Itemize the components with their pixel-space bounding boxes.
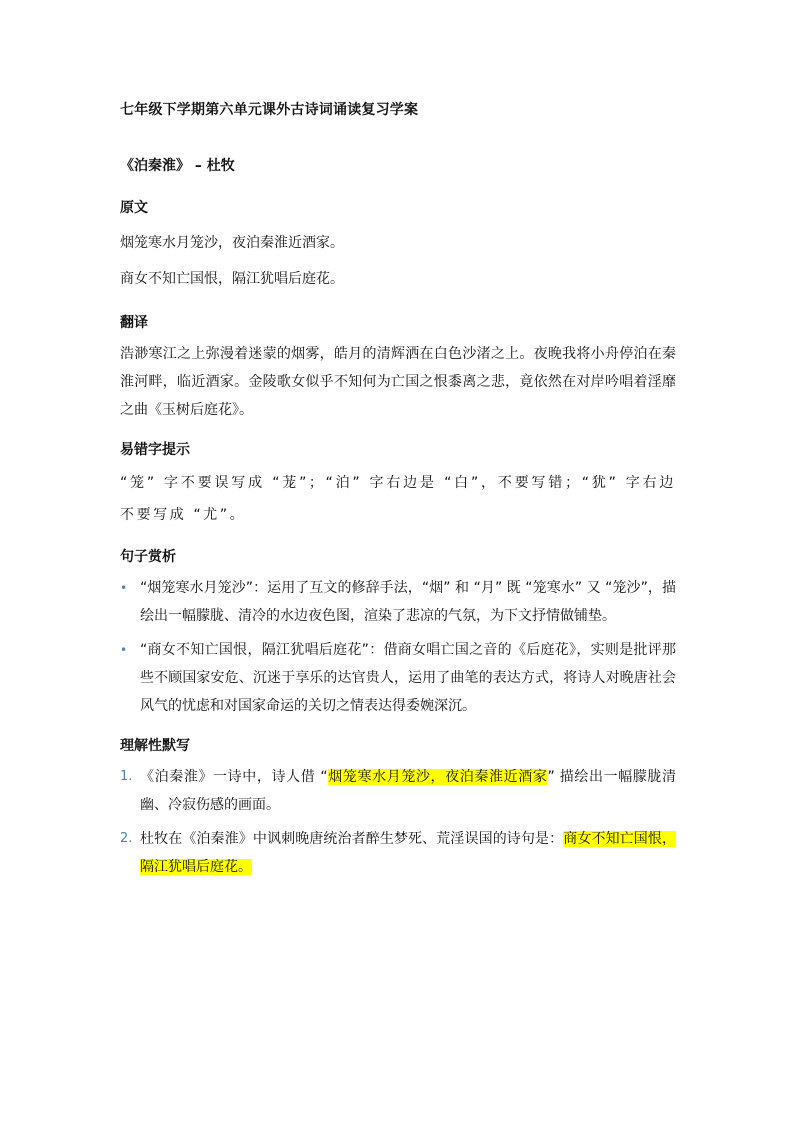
document-body (120, 100, 676, 885)
dictation-item-1-answer: 烟笼寒水月笼沙，夜泊秦淮近酒家 (327, 769, 548, 785)
typo-tips-text: “笼” 字不要误写成 “茏”；“泊” 字右边是 “白”，不要写错；“犹” 字右边不要写成 “尤”。 (120, 475, 676, 523)
analysis-item-2 (120, 636, 676, 720)
dictation-item-1 (120, 763, 676, 819)
analysis-item-1-text: “烟笼寒水月笼沙”：运用了互文的修辞手法，“烟” 和 “月” 既 “笼寒水” 又 “笼沙”，描绘出一幅朦胧、清冷的水边夜色图，渲染了悲凉的气氛，为下文抒情做铺垫。 (140, 580, 676, 624)
analysis-item-1 (120, 574, 676, 630)
analysis-list (120, 574, 676, 720)
dictation-item-2-before: 杜牧在《泊秦淮》中讽刺晚唐统治者醉生梦死、荒淫误国的诗句是： (140, 831, 564, 847)
analysis-item-2-text: “商女不知亡国恨，隔江犹唱后庭花”：借商女唱亡国之音的《后庭花》，实则是批评那些不顾国家安危、沉迷于享乐的达官贵人，运用了曲笔的表达方式，将诗人对晚唐社会风气的忧虑和对国家命运的关切之情表达得委婉深沉。 (140, 642, 676, 714)
dictation-number-2: 2. (120, 831, 133, 846)
bullet-icon: • (120, 643, 128, 657)
dictation-list (120, 763, 676, 881)
bullet-icon: • (120, 581, 128, 595)
typo-tips-heading: 易错字提示 (120, 442, 190, 458)
poem-line-2: 商女不知亡国恨，隔江犹唱后庭花。 (120, 271, 344, 287)
dictation-item-1-after: ” 描绘出一幅朦胧清幽、冷寂伤感的画面。 (140, 769, 677, 813)
analysis-heading: 句子赏析 (120, 549, 176, 565)
poem-heading: 《泊秦淮》 – 杜牧 (120, 158, 235, 174)
dictation-heading: 理解性默写 (120, 738, 190, 754)
translation-text: 浩渺寒江之上弥漫着迷蒙的烟雾，皓月的清辉洒在白色沙渚之上。夜晚我将小舟停泊在秦淮河畔，临近酒家。金陵歌女似乎不知何为亡国之恨黍离之悲，竟依然在对岸吟唱着淫靡之曲《玉树后庭花》。 (120, 346, 676, 418)
dictation-item-1-before: 《泊秦淮》一诗中，诗人借 “ (140, 769, 328, 785)
original-heading: 原文 (120, 200, 148, 216)
dictation-item-2-answer: 商女不知亡国恨，隔江犹唱后庭花。 (140, 831, 677, 875)
poem-line-1: 烟笼寒水月笼沙，夜泊秦淮近酒家。 (120, 235, 344, 251)
translation-heading: 翻译 (120, 315, 148, 331)
dictation-number-1: 1. (120, 769, 133, 784)
document-title: 七年级下学期第六单元课外古诗词诵读复习学案 (120, 102, 419, 118)
dictation-item-2 (120, 825, 676, 881)
